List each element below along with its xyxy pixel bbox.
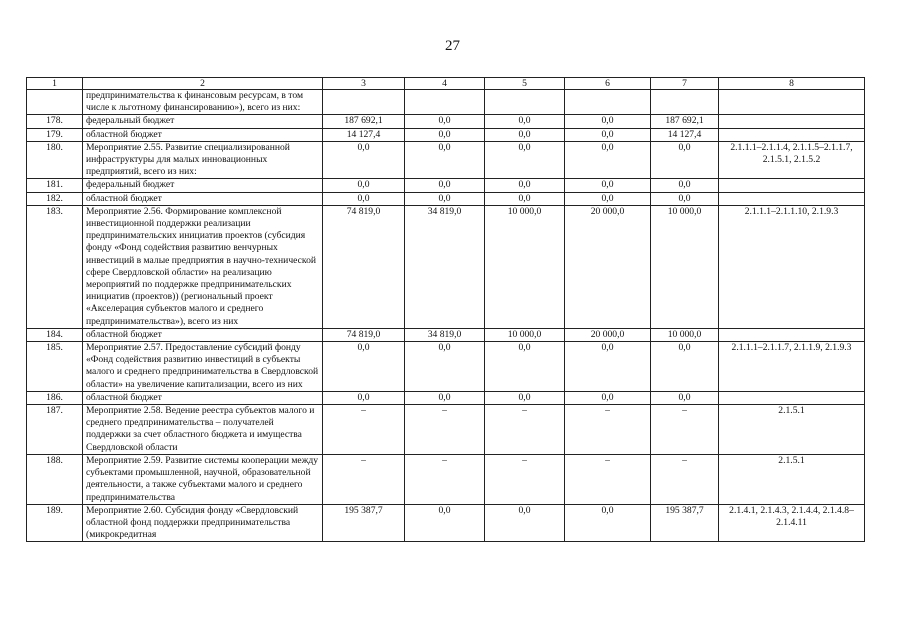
cell-col5: 0,0 xyxy=(485,179,565,192)
column-header: 1 xyxy=(27,78,83,90)
cell-col7: 14 127,4 xyxy=(651,128,719,141)
cell-targets: 2.1.4.1, 2.1.4.3, 2.1.4.4, 2.1.4.8–2.1.4.11 xyxy=(719,504,865,542)
cell-col6: 0,0 xyxy=(565,192,651,205)
row-description: Мероприятие 2.59. Развитие системы кооперации между субъектами промышленной, научной, образовательной деятельности, а также субъектами малого и среднего предпринимательства xyxy=(83,454,323,504)
row-number: 182. xyxy=(27,192,83,205)
table-body xyxy=(27,90,865,542)
cell-targets: 2.1.1.1–2.1.1.4, 2.1.1.5–2.1.1.7, 2.1.5.1, 2.1.5.2 xyxy=(719,141,865,179)
table-row xyxy=(27,391,865,404)
cell-col3: 0,0 xyxy=(323,192,405,205)
cell-col4: 0,0 xyxy=(405,192,485,205)
cell-col6: 0,0 xyxy=(565,391,651,404)
cell-col7: 0,0 xyxy=(651,342,719,392)
cell-col4: 0,0 xyxy=(405,391,485,404)
row-number: 183. xyxy=(27,205,83,328)
cell-col5 xyxy=(485,90,565,115)
row-description: Мероприятие 2.56. Формирование комплексной инвестиционной поддержки реализации предпринимательских инициатив проектов (субсидия фонду «Фонд содействия развитию венчурных инвестиций в малые предприятия в научно-технической сфере Свердловской области» на реализацию мероприятий по поддержке предпринимательских инициатив (проектов)) (региональный проект «Акселерация субъектов малого и среднего предпринимательства»), всего из них xyxy=(83,205,323,328)
cell-col3 xyxy=(323,90,405,115)
row-number: 180. xyxy=(27,141,83,179)
cell-col5: 0,0 xyxy=(485,391,565,404)
cell-col3: 195 387,7 xyxy=(323,504,405,542)
row-number: 188. xyxy=(27,454,83,504)
cell-col3: 74 819,0 xyxy=(323,205,405,328)
table-row xyxy=(27,342,865,392)
cell-col7: 0,0 xyxy=(651,141,719,179)
cell-targets xyxy=(719,192,865,205)
cell-targets: 2.1.1.1–2.1.1.7, 2.1.1.9, 2.1.9.3 xyxy=(719,342,865,392)
column-header: 8 xyxy=(719,78,865,90)
column-header: 6 xyxy=(565,78,651,90)
row-description: областной бюджет xyxy=(83,391,323,404)
row-description: областной бюджет xyxy=(83,128,323,141)
row-number: 189. xyxy=(27,504,83,542)
cell-col7: 0,0 xyxy=(651,179,719,192)
cell-targets xyxy=(719,90,865,115)
column-header: 5 xyxy=(485,78,565,90)
cell-col5: 0,0 xyxy=(485,128,565,141)
table-row xyxy=(27,141,865,179)
row-description: областной бюджет xyxy=(83,192,323,205)
cell-col7: 187 692,1 xyxy=(651,115,719,128)
cell-col7: 10 000,0 xyxy=(651,328,719,341)
cell-col5: 10 000,0 xyxy=(485,328,565,341)
cell-col3: 74 819,0 xyxy=(323,328,405,341)
cell-col4: 0,0 xyxy=(405,115,485,128)
row-number: 178. xyxy=(27,115,83,128)
cell-targets: 2.1.1.1–2.1.1.10, 2.1.9.3 xyxy=(719,205,865,328)
table-row xyxy=(27,192,865,205)
table-row xyxy=(27,115,865,128)
cell-targets xyxy=(719,115,865,128)
cell-col3: 0,0 xyxy=(323,342,405,392)
cell-col5: 0,0 xyxy=(485,115,565,128)
row-number xyxy=(27,90,83,115)
cell-col7: 0,0 xyxy=(651,391,719,404)
cell-col7: 195 387,7 xyxy=(651,504,719,542)
cell-col5: 0,0 xyxy=(485,141,565,179)
cell-col6: – xyxy=(565,454,651,504)
row-description: федеральный бюджет xyxy=(83,179,323,192)
cell-col4: – xyxy=(405,454,485,504)
budget-table xyxy=(26,77,865,542)
cell-targets: 2.1.5.1 xyxy=(719,454,865,504)
header-row xyxy=(27,78,865,90)
table-row xyxy=(27,90,865,115)
table-row xyxy=(27,205,865,328)
cell-col4: 0,0 xyxy=(405,128,485,141)
row-description: предпринимательства к финансовым ресурсам, в том числе к льготному финансированию»), всего из них: xyxy=(83,90,323,115)
table-row xyxy=(27,454,865,504)
cell-col6: 0,0 xyxy=(565,179,651,192)
cell-col7 xyxy=(651,90,719,115)
cell-col3: 187 692,1 xyxy=(323,115,405,128)
cell-col5: 10 000,0 xyxy=(485,205,565,328)
column-header: 2 xyxy=(83,78,323,90)
column-header: 3 xyxy=(323,78,405,90)
cell-targets xyxy=(719,179,865,192)
cell-col4: 34 819,0 xyxy=(405,328,485,341)
page-number: 27 xyxy=(445,38,460,54)
cell-col6: – xyxy=(565,405,651,455)
row-description: Мероприятие 2.58. Ведение реестра субъектов малого и среднего предпринимательства – получателей поддержки за счет областного бюджета и имущества Свердловской области xyxy=(83,405,323,455)
cell-targets: 2.1.5.1 xyxy=(719,405,865,455)
cell-col3: – xyxy=(323,405,405,455)
table-row xyxy=(27,179,865,192)
cell-targets xyxy=(719,128,865,141)
cell-col5: – xyxy=(485,454,565,504)
cell-col3: 0,0 xyxy=(323,391,405,404)
column-header: 7 xyxy=(651,78,719,90)
cell-col6: 20 000,0 xyxy=(565,205,651,328)
cell-col4: – xyxy=(405,405,485,455)
cell-col6: 0,0 xyxy=(565,128,651,141)
cell-col3: 0,0 xyxy=(323,141,405,179)
cell-col6: 0,0 xyxy=(565,504,651,542)
cell-col4: 0,0 xyxy=(405,179,485,192)
column-header: 4 xyxy=(405,78,485,90)
table-row xyxy=(27,328,865,341)
cell-col7: 10 000,0 xyxy=(651,205,719,328)
row-number: 185. xyxy=(27,342,83,392)
row-description: Мероприятие 2.55. Развитие специализированной инфраструктуры для малых инновационных предприятий, всего из них: xyxy=(83,141,323,179)
cell-col7: 0,0 xyxy=(651,192,719,205)
table-row xyxy=(27,504,865,542)
table-row xyxy=(27,405,865,455)
row-number: 184. xyxy=(27,328,83,341)
cell-col3: – xyxy=(323,454,405,504)
cell-col5: 0,0 xyxy=(485,342,565,392)
row-description: областной бюджет xyxy=(83,328,323,341)
row-number: 179. xyxy=(27,128,83,141)
cell-col3: 14 127,4 xyxy=(323,128,405,141)
cell-col6: 0,0 xyxy=(565,141,651,179)
row-description: Мероприятие 2.57. Предоставление субсидий фонду «Фонд содействия развитию инвестиций в субъекты малого и среднего предпринимательства в Свердловской области» на увеличение капитализации, всего из них xyxy=(83,342,323,392)
cell-col6: 0,0 xyxy=(565,342,651,392)
cell-col6: 0,0 xyxy=(565,115,651,128)
cell-col5: – xyxy=(485,405,565,455)
cell-col4: 0,0 xyxy=(405,141,485,179)
cell-col4 xyxy=(405,90,485,115)
cell-col6 xyxy=(565,90,651,115)
row-description: федеральный бюджет xyxy=(83,115,323,128)
cell-col7: – xyxy=(651,405,719,455)
cell-targets xyxy=(719,391,865,404)
cell-col5: 0,0 xyxy=(485,192,565,205)
cell-col4: 0,0 xyxy=(405,342,485,392)
cell-col5: 0,0 xyxy=(485,504,565,542)
cell-col4: 34 819,0 xyxy=(405,205,485,328)
row-number: 187. xyxy=(27,405,83,455)
cell-col4: 0,0 xyxy=(405,504,485,542)
table-row xyxy=(27,128,865,141)
cell-col6: 20 000,0 xyxy=(565,328,651,341)
cell-col3: 0,0 xyxy=(323,179,405,192)
row-number: 181. xyxy=(27,179,83,192)
row-description: Мероприятие 2.60. Субсидия фонду «Свердловский областной фонд поддержки предпринимательства (микрокредитная xyxy=(83,504,323,542)
cell-col7: – xyxy=(651,454,719,504)
row-number: 186. xyxy=(27,391,83,404)
cell-targets xyxy=(719,328,865,341)
